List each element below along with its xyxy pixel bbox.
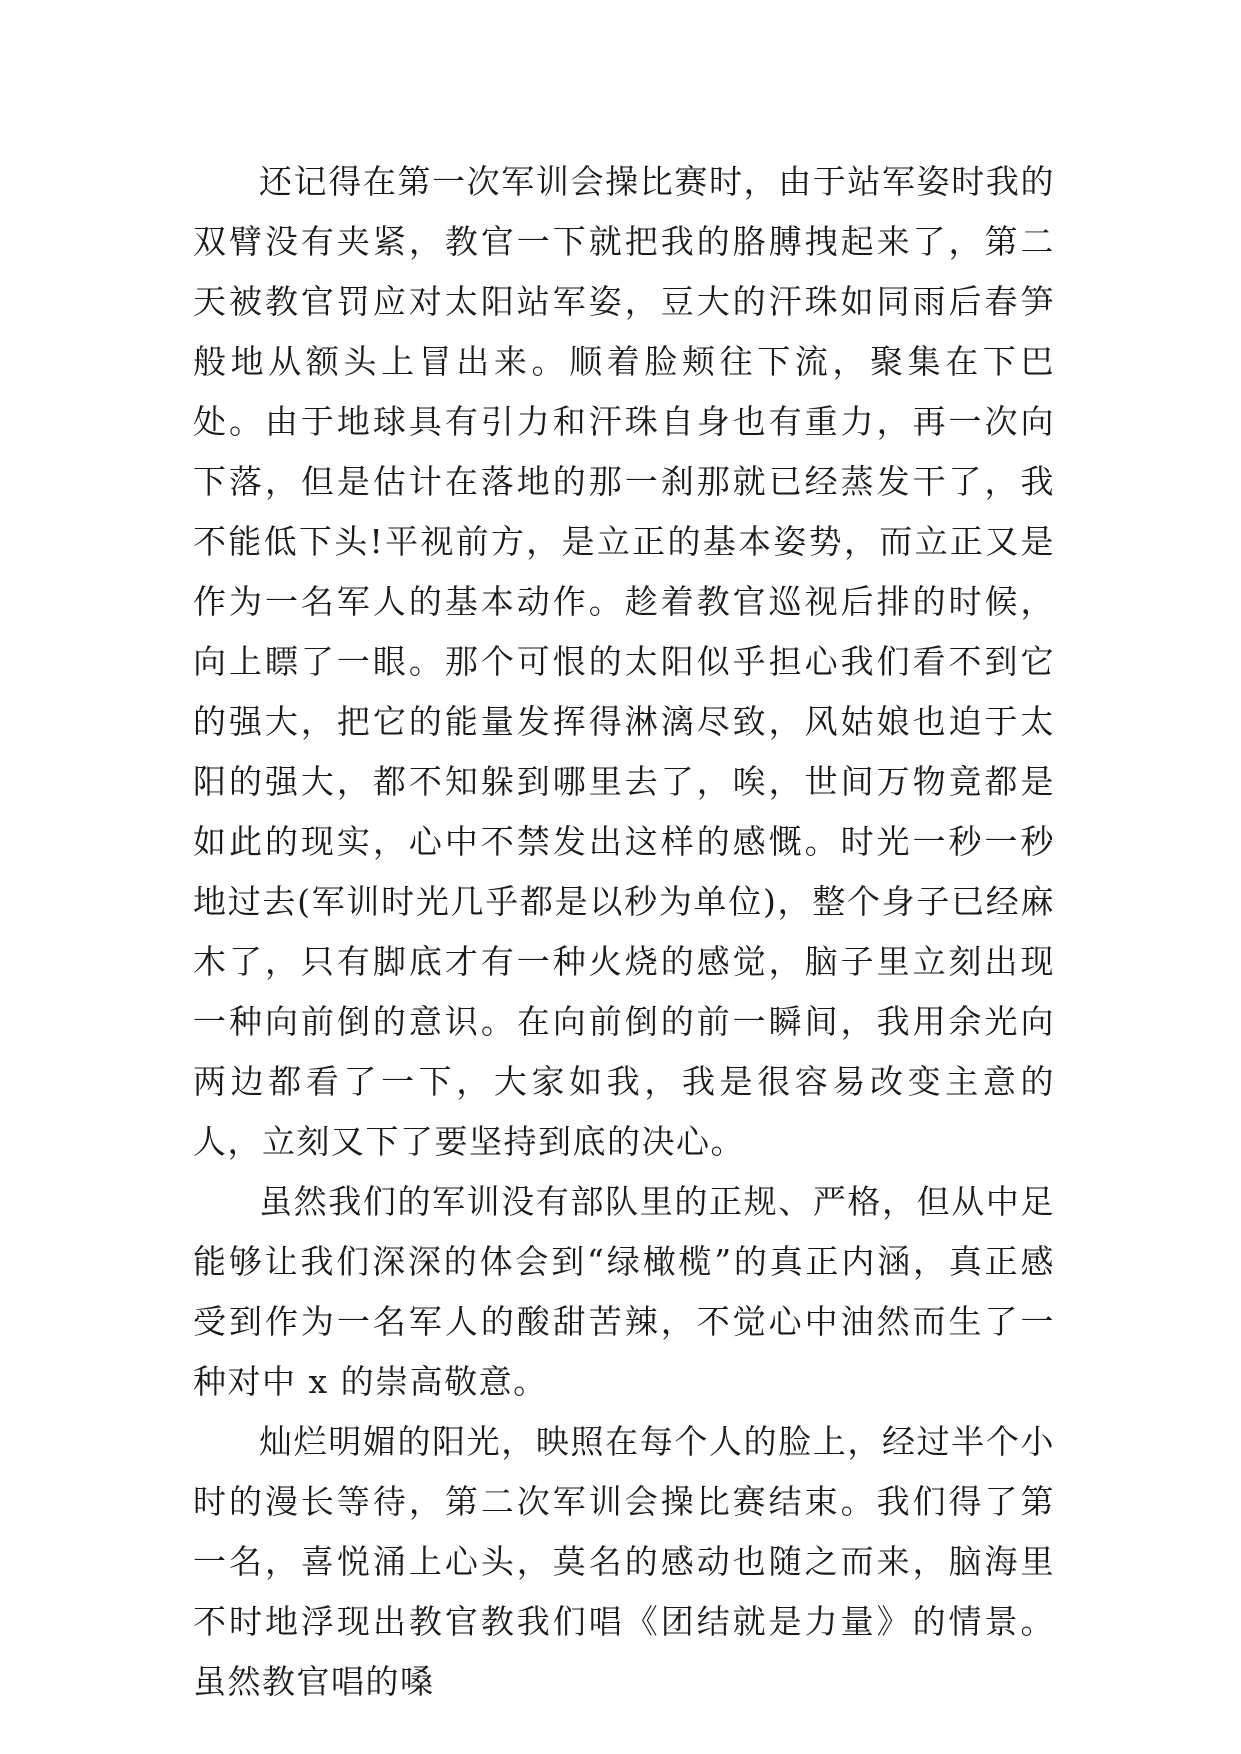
document-body <box>193 152 1055 1712</box>
paragraph-2: 虽然我们的军训没有部队里的正规、严格，但从中足能够让我们深深的体会到“绿橄榄”的真正内涵，真正感受到作为一名军人的酸甜苦辣，不觉心中油然而生了一种对中 x 的崇高敬意。 <box>193 1182 1055 1401</box>
paragraph-3: 灿烂明媚的阳光，映照在每个人的脸上，经过半个小时的漫长等待，第二次军训会操比赛结束。我们得了第一名，喜悦涌上心头，莫名的感动也随之而来，脑海里不时地浮现出教官教我们唱《团结就是力量》的情景。虽然教官唱的嗓 <box>193 1422 1055 1701</box>
paragraph-1: 还记得在第一次军训会操比赛时，由于站军姿时我的双臂没有夹紧，教官一下就把我的胳膊拽起来了，第二天被教官罚应对太阳站军姿，豆大的汗珠如同雨后春笋般地从额头上冒出来。顺着脸颊往下流，聚集在下巴处。由于地球具有引力和汗珠自身也有重力，再一次向下落，但是估计在落地的那一刹那就已经蒸发干了，我不能低下头!平视前方，是立正的基本姿势，而立正又是作为一名军人的基本动作。趁着教官巡视后排的时候，向上瞟了一眼。那个可恨的太阳似乎担心我们看不到它的强大，把它的能量发挥得淋漓尽致，风姑娘也迫于太阳的强大，都不知躲到哪里去了，唉，世间万物竟都是如此的现实，心中不禁发出这样的感慨。时光一秒一秒地过去(军训时光几乎都是以秒为单位)，整个身子已经麻木了，只有脚底才有一种火烧的感觉，脑子里立刻出现一种向前倒的意识。在向前倒的前一瞬间，我用余光向两边都看了一下，大家如我，我是很容易改变主意的人，立刻又下了要坚持到底的决心。 <box>193 162 1055 1161</box>
